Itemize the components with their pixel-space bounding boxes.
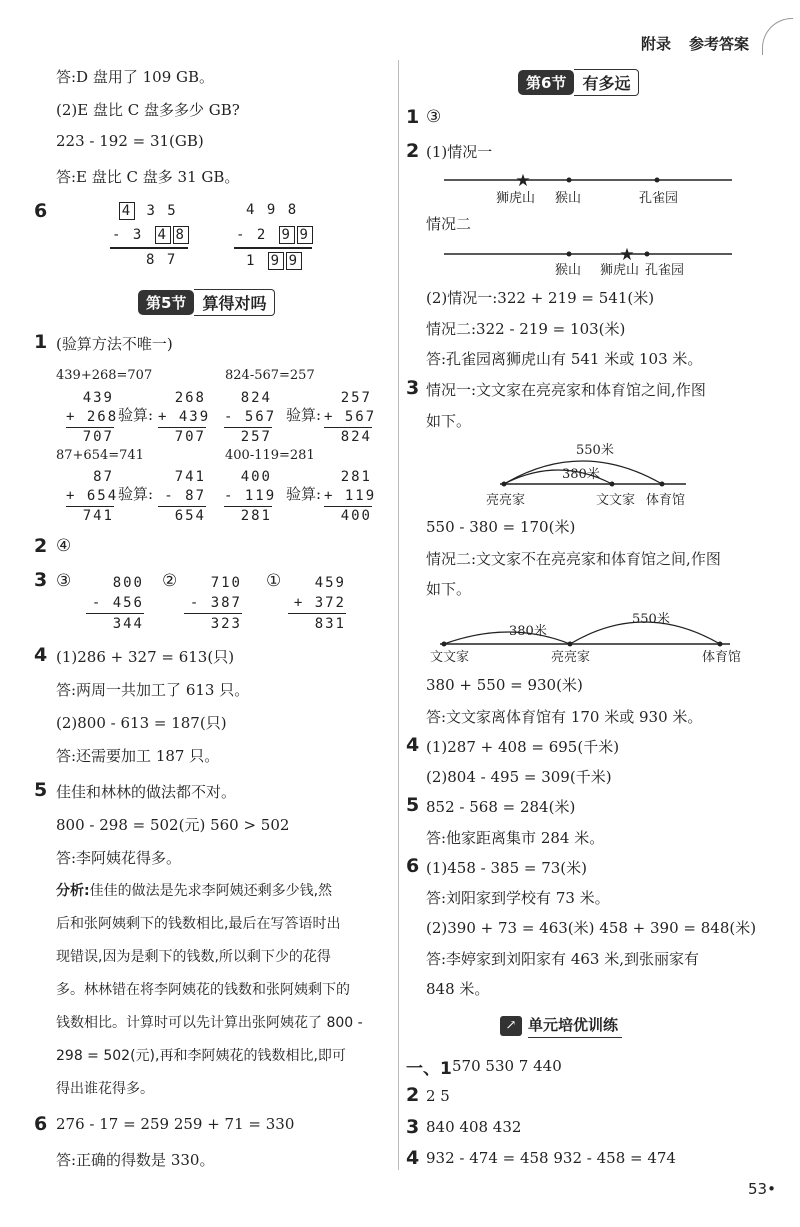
text-line: 答:李阿姨花得多。 [56,849,182,867]
text-line: (1)287 + 408 = 695(千米) [426,738,620,756]
text-line: 答:孔雀园离狮虎山有 541 米或 103 米。 [426,350,703,368]
calc-result: 654 [158,506,206,526]
analysis-line: 现错误,因为是剩下的钱数,所以剩下少的花得 [56,949,331,965]
text-line: 佳佳和林林的做法都不对。 [56,783,237,801]
question-number: 1 [34,331,48,353]
unit-training-header [500,1014,622,1038]
answer-box: 9 [286,252,302,270]
section-tag: 第6节 [518,70,574,95]
question-number: 2 [406,140,420,162]
question-number: 一、1 [406,1059,452,1079]
place-label: 亮亮家 [551,650,591,665]
diagram-label: 猴山 [555,263,582,278]
section-tag: 第5节 [138,290,194,315]
calc-result: 824 [324,427,372,447]
text-line: 答:两周一共加工了 613 只。 [56,681,250,699]
calc-result: 831 [288,613,346,634]
point-marker [567,252,572,257]
left-line-1: 答:D 盘用了 109 GB。 [56,68,215,86]
text-line: 如下。 [426,580,472,598]
page-corner-decoration [762,18,793,55]
calc-row: + 119 [324,488,377,504]
calc-a-row2 [112,226,190,244]
calc-b-minus: - 2 [236,227,268,243]
point-marker [610,482,615,487]
header-appendix: 附录 [641,35,672,53]
calc-b-row2 [236,226,314,244]
text-line: 380 + 550 = 930(米) [426,676,583,694]
calc-a-minus: - 3 [112,227,144,243]
text-line: 答:文文家离体育馆有 170 米或 930 米。 [426,708,703,726]
answer-box: 8 [173,226,189,244]
star-icon: ★ [515,171,531,191]
equation: 439+268=707 [56,368,153,383]
calc-row: + 372 [293,595,346,611]
text-line: 276 - 17 = 259 259 + 71 = 330 [56,1115,295,1133]
calc-result: 400 [324,506,372,526]
calc-row: + 567 [324,409,377,425]
answer-box: 9 [268,252,284,270]
vertical-calc [86,573,144,634]
chart-trend-icon: ↗ [500,1016,522,1036]
text-line: 答:他家距离集市 284 米。 [426,829,605,847]
left-line-4: 答:E 盘比 C 盘多 31 GB。 [56,168,240,186]
calc-result: 741 [66,506,114,526]
text-line: 答:李婷家到刘阳家有 463 米,到张丽家有 [426,950,699,968]
calc-b-row1: 4 9 8 [246,202,299,218]
q1-note: (验算方法不唯一) [56,335,173,353]
calc-result: 281 [224,506,272,526]
page-number-value: 53 [748,1180,768,1198]
calc-row: + 268 [66,409,119,425]
question-number: 4 [34,644,48,666]
calc-row: - 387 [189,595,242,611]
question-number: 5 [406,794,420,816]
column-divider [398,60,399,1170]
mark: ② [162,571,178,591]
text-line: 800 - 298 = 502(元) 560 > 502 [56,816,290,834]
text-line: 情况二:文文家不在亮亮家和体育馆之间,作图 [426,550,721,568]
question-number: 3 [406,377,420,399]
text-line: (2)800 - 613 = 187(只) [56,714,227,732]
question-number: 6 [34,1113,48,1135]
calc-row: + 654 [66,488,119,504]
text-line: 情况二:322 - 219 = 103(米) [426,320,626,338]
mark: ③ [56,571,72,591]
calc-row: 281 [340,469,372,485]
header-answers: 参考答案 [689,35,750,53]
text-line: 848 米。 [426,980,490,998]
vertical-calc [158,389,211,447]
calc-row: 268 [174,390,206,406]
calc-a-result: 8 7 [146,252,178,268]
calc-b-digit: 1 [246,253,257,269]
calc-row: 439 [82,390,114,406]
point-marker [567,178,572,183]
answer-box: 9 [297,226,313,244]
calc-a-digits: 3 5 [146,203,178,219]
calc-b-result [246,252,303,270]
question-number: 5 [34,779,48,801]
check-label: 验算: [118,406,154,424]
calc-row: - 87 [164,488,206,504]
section-title: 有多远 [574,69,639,96]
vertical-calc [66,389,119,447]
text-line: 932 - 474 = 458 932 - 458 = 474 [426,1149,676,1167]
calc-row: 710 [210,575,242,591]
calc-row: 257 [340,390,372,406]
text-line: 答:正确的得数是 330。 [56,1151,215,1169]
calc-result: 707 [158,427,206,447]
text-line: 答:刘阳家到学校有 73 米。 [426,889,610,907]
calc-row: - 119 [224,488,277,504]
question-number: 4 [406,734,420,756]
calc-row: 400 [240,469,272,485]
calc-a-rule [110,247,188,249]
calc-row: + 439 [158,409,211,425]
calc-result: 257 [224,427,272,447]
distance-label: 550米 [576,443,614,458]
vertical-calc [324,468,377,526]
check-label: 验算: [118,485,154,503]
text-line: 2 5 [426,1087,450,1105]
calc-a-row1 [118,202,178,220]
text-line: 如下。 [426,412,472,430]
analysis-text: 佳佳的做法是先求李阿姨还剩多少钱,然 [89,883,333,899]
diagram-label: 猴山 [555,191,582,206]
question-number: 2 [34,535,48,557]
check-label: 验算: [286,406,322,424]
question-number: 3 [406,1116,420,1138]
diagram-label: 孔雀园 [639,191,679,206]
question-number: 3 [34,569,48,591]
question-number: 2 [406,1084,420,1106]
vertical-calc [66,468,119,526]
point-marker [655,178,660,183]
question-number: 1 [406,106,420,128]
left-line-3: 223 - 192 = 31(GB) [56,132,204,150]
diagram-label: 孔雀园 [645,263,685,278]
calc-row: 824 [240,390,272,406]
vertical-calc [158,468,206,526]
analysis-line: 得出谁花得多。 [56,1081,154,1097]
calc-row: 459 [314,575,346,591]
equation: 824-567=257 [225,368,315,383]
mark: ① [266,571,282,591]
answer-box: 4 [119,202,135,220]
text-line: (1)情况一 [426,143,493,161]
vertical-calc [184,573,242,634]
analysis-line: 后和张阿姨剩下的钱数相比,最后在写答语时出 [56,916,341,932]
answer-box: 4 [155,226,171,244]
vertical-calc [324,389,377,447]
vertical-calc [288,573,346,634]
distance-label: 550米 [632,612,670,627]
q1-answer: ③ [426,107,442,127]
equation: 400-119=281 [225,448,315,463]
star-icon: ★ [619,245,635,265]
analysis-label: 分析: [56,883,90,899]
place-label: 体育馆 [702,650,742,665]
diagram-label: 狮虎山 [600,263,640,278]
point-marker [502,482,507,487]
calc-result: 323 [184,613,242,634]
section-6-header [518,69,639,96]
analysis-line: 298 = 502(元),再和李阿姨花的钱数相比,即可 [56,1048,346,1064]
place-label: 文文家 [596,493,636,508]
text-line: 情况二 [426,215,472,233]
place-label: 文文家 [430,650,470,665]
text-line: (2)情况一:322 + 219 = 541(米) [426,289,655,307]
text-line: (1)286 + 327 = 613(只) [56,648,235,666]
question-number: 6 [34,200,48,222]
answer-box: 9 [279,226,295,244]
distance-label: 380米 [509,624,547,639]
left-line-2: (2)E 盘比 C 盘多多少 GB? [56,101,240,119]
calc-row: - 456 [91,595,144,611]
calc-result: 344 [86,613,144,634]
text-line: 550 - 380 = 170(米) [426,518,576,536]
calc-row: 741 [174,469,206,485]
arc [444,632,570,644]
text-line: (2)804 - 495 = 309(千米) [426,768,612,786]
text-line: (1)458 - 385 = 73(米) [426,859,588,877]
calc-row: - 567 [224,409,277,425]
calc-result: 707 [66,427,114,447]
text-line: (2)390 + 73 = 463(米) 458 + 390 = 848(米) [426,919,757,937]
text-line: 570 530 7 440 [452,1057,562,1075]
calc-b-rule [234,247,312,249]
calc-row: 87 [93,469,114,485]
calc-row: 800 [112,575,144,591]
analysis-line [56,880,332,900]
analysis-line: 多。林林错在将李阿姨花的钱数和张阿姨剩下的 [56,982,350,998]
check-label: 验算: [286,485,322,503]
question-number: 4 [406,1147,420,1169]
text-line: 情况一:文文家在亮亮家和体育馆之间,作图 [426,381,706,399]
section-5-header [138,289,275,316]
point-marker [645,252,650,257]
q2-answer: ④ [56,536,72,556]
analysis-line: 钱数相比。计算时可以先计算出张阿姨花了 800 - [56,1015,363,1031]
question-number: 6 [406,855,420,877]
equation: 87+654=741 [56,448,144,463]
text-line: 852 - 568 = 284(米) [426,798,576,816]
section-title: 算得对吗 [194,289,275,316]
number-line-diagram-2 [440,244,740,268]
vertical-calc [224,468,277,526]
distance-label: 380米 [562,467,600,482]
number-line-diagram-1 [440,168,740,206]
page-number: 53• [748,1180,776,1198]
text-line: 答:还需要加工 187 只。 [56,747,220,765]
diagram-label: 狮虎山 [496,191,536,206]
unit-title: 单元培优训练 [528,1014,622,1038]
vertical-calc [224,389,277,447]
place-label: 亮亮家 [486,493,526,508]
place-label: 体育馆 [646,493,686,508]
point-marker [660,482,665,487]
text-line: 840 408 432 [426,1118,522,1136]
